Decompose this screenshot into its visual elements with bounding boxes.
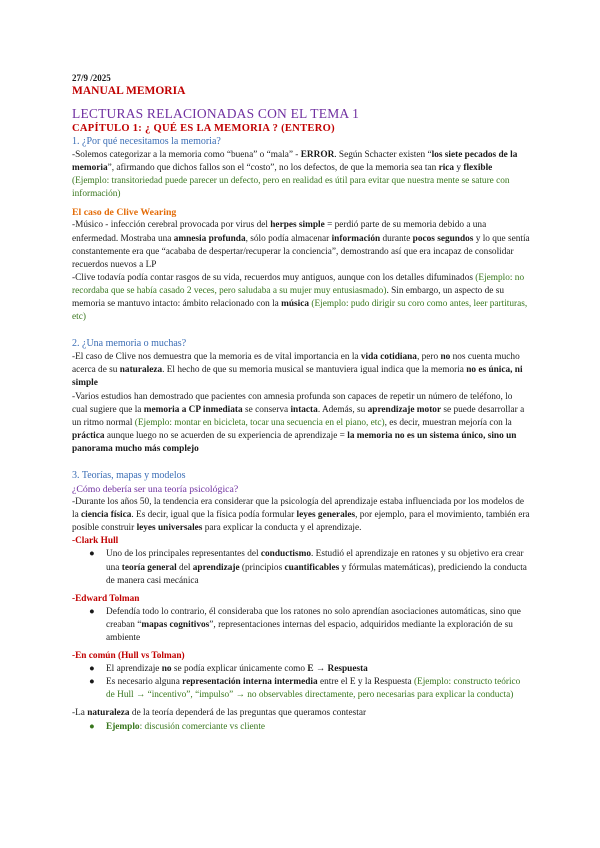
hull-label: -Clark Hull xyxy=(72,536,119,547)
clive-heading: El caso de Clive Wearing xyxy=(72,207,177,219)
section-3-heading: 3. Teorías, mapas y modelos xyxy=(72,469,186,481)
section-2-heading: 2. ¿Una memoria o muchas? xyxy=(72,338,187,350)
bullet-icon: ● xyxy=(89,549,95,560)
hull-list xyxy=(72,548,530,587)
section-3-subheading: ¿Cómo debería ser una teoría psicológica? xyxy=(72,483,239,495)
list-item: ● Defendía todo lo contrario, él consideraba que los ratones no solo aprendían asociaciones automáticas, sino que creaban “mapas cognitivos”, representaciones internas del espacio, adquiridos mediante la exploración de su ambiente xyxy=(89,606,521,643)
tolman-list xyxy=(72,606,530,645)
section-1-heading: 1. ¿Por qué necesitamos la memoria? xyxy=(72,136,221,147)
date: 27/9 /2025 xyxy=(72,73,111,83)
clive-paragraph-1: -Músico - infección cerebral provocada por virus del herpes simple = perdió parte de su memoria debido a una enfermedad. Mostraba una amnesia profunda, sólo podía almacenar información durante pocos segundos y lo que sentía constantemente era que “acababa de despertar/recuperar la conciencia”, demostrando así que era incapaz de consolidar recuerdos nuevos a LP xyxy=(72,220,530,270)
section-3-paragraph: -Durante los años 50, la tendencia era considerar que la psicología del aprendizaje estaba influenciada por los modelos de la ciencia física. Es decir, igual que la física podía formular leyes generales, por ejemplo, para el movimiento, también era posible construir leyes universales para explicar la conducta y el aprendizaje. xyxy=(72,497,530,534)
bullet-icon: ● xyxy=(89,677,95,688)
section-2-paragraph-1: -El caso de Clive nos demuestra que la memoria es de vital importancia en la vida cotidiana, pero no nos cuenta mucho acerca de su naturaleza. El hecho de que su memoria musical se mantuviera igual indica que la memoria no es única, ni simple xyxy=(72,352,523,389)
ejemplo-list xyxy=(72,721,530,734)
list-item: ● Ejemplo: discusión comerciante vs cliente xyxy=(72,721,530,734)
bullet-icon: ● xyxy=(89,606,95,617)
clive-paragraph-2: -Clive todavía podía contar rasgos de su vida, recuerdos muy antiguos, aunque con los detalles difuminados (Ejemplo: no recordaba que se había casado 2 veces, pero saludaba a su mujer muy entusiasmado). Sin embargo, un aspecto de su memoria se mantuvo intacto: ámbito relacionado con la música (Ejemplo: pudo dirigir su coro como antes, leer partituras, etc) xyxy=(72,272,528,323)
closing-paragraph: -La naturaleza de la teoría dependerá de las preguntas que queramos contestar xyxy=(72,708,367,719)
document-title: MANUAL MEMORIA xyxy=(72,85,186,97)
tolman-label: -Edward Tolman xyxy=(72,593,140,604)
list-item: ● El aprendizaje no se podía explicar únicamente como E → Respuesta xyxy=(72,663,530,676)
lecturas-heading: LECTURAS RELACIONADAS CON EL TEMA 1 xyxy=(72,106,360,121)
chapter-heading: CAPÍTULO 1: ¿ QUÉ ES LA MEMORIA ? (ENTERO) xyxy=(72,123,335,134)
list-item: ● Uno de los principales representantes del conductismo. Estudió el aprendizaje en ratones y su objetivo era crear una teoría general del aprendizaje (principios cuantificables y fórmulas matemáticas), prediciendo la conducta de manera casi mecánica xyxy=(89,549,527,586)
document-content xyxy=(72,73,530,734)
bullet-icon: ● xyxy=(89,664,95,675)
comun-list xyxy=(72,663,530,702)
bullet-icon: ● xyxy=(89,721,95,732)
comun-label: -En común (Hull vs Tolman) xyxy=(72,651,185,662)
list-item: ● Es necesario alguna representación interna intermedia entre el E y la Respuesta (Ejemplo: constructo teórico de Hull → “incentivo”, “impulso” → no observables directamente, pero necesarias para explicar la conducta) xyxy=(89,677,521,701)
section-2-paragraph-2: -Varios estudios han demostrado que pacientes con amnesia profunda son capaces de repetir un número de teléfono, lo cual sugiere que la memoria a CP inmediata se conserva intacta. Además, su aprendizaje motor se puede desarrollar a un ritmo normal (Ejemplo: montar en bicicleta, tocar una secuencia en el piano, etc), es decir, muestran mejoría con la práctica aunque luego no se acuerden de su experiencia de aprendizaje = la memoria no es un sistema único, sino un panorama mucho más complejo xyxy=(72,391,525,454)
section-1-paragraph: -Solemos categorizar a la memoria como “buena” o “mala” - ERROR. Según Schacter existen “los siete pecados de la memoria”, afirmando que dichos fallos son el “costo”, no los defectos, de que la memoria sea tan rica y flexible (Ejemplo: transitoriedad puede parecer un defecto, pero en realidad es útil para evitar que nuestra mente se sature con información) xyxy=(72,150,518,200)
